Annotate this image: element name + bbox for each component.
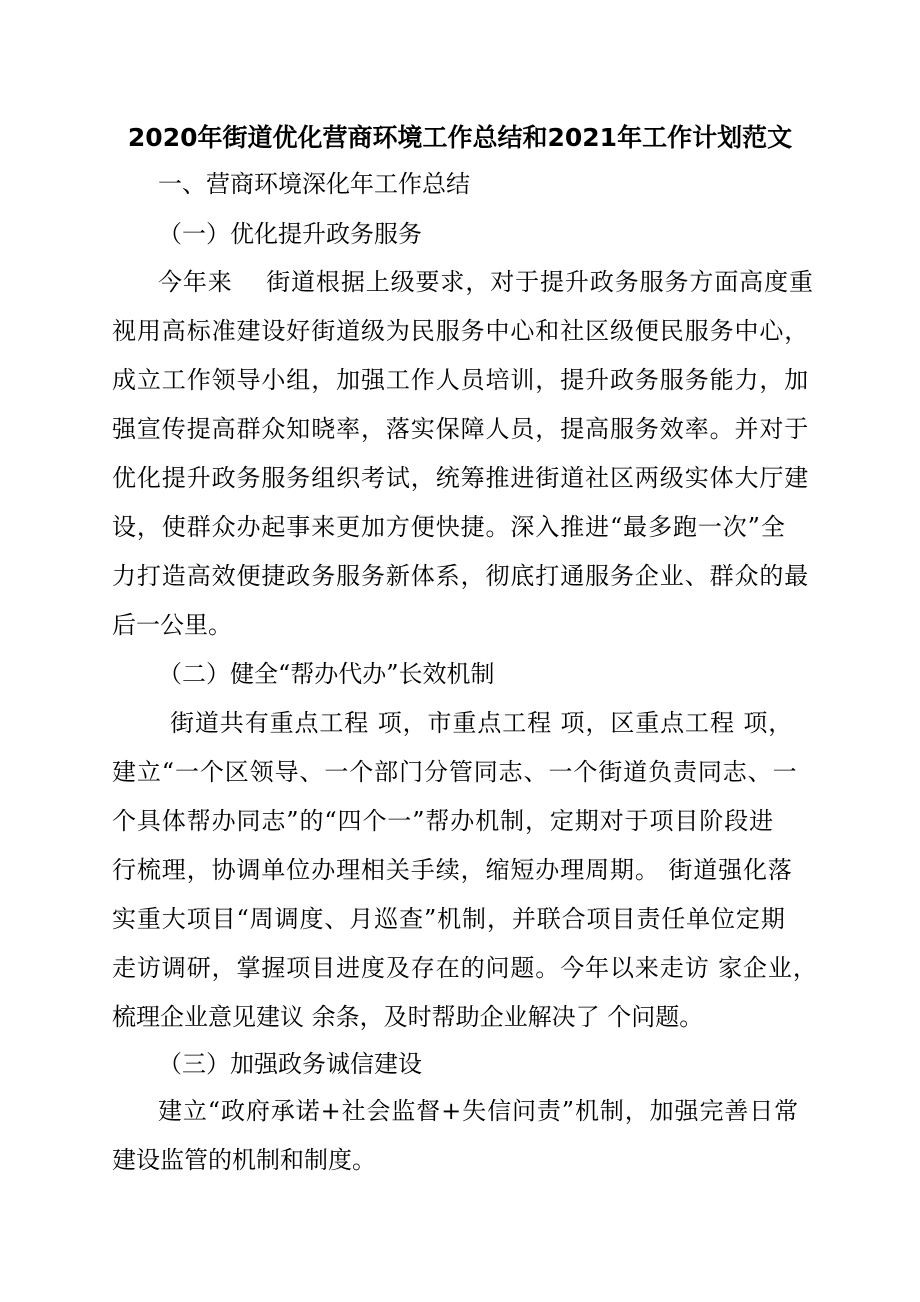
paragraph-line: 实重大项目“周调度、月巡查”机制，并联合项目责任单位定期 xyxy=(112,905,786,933)
paragraph-line: 力打造高效便捷政务服务新体系，彻底打通服务企业、群众的最 xyxy=(112,562,810,590)
paragraph-line: 个具体帮办同志”的“四个一”帮办机制，定期对于项目阶段进 xyxy=(112,807,775,835)
paragraph-line: 优化提升政务服务组织考试，统筹推进街道社区两级实体大厅建 xyxy=(112,464,810,492)
paragraph-line: 强宣传提高群众知晓率，落实保障人员，提高服务效率。并对于 xyxy=(112,415,810,443)
paragraph-line: 建立“政府承诺+社会监督+失信问责”机制，加强完善日常 xyxy=(158,1097,800,1125)
paragraph-line: 走访调研，掌握项目进度及存在的问题。今年以来走访 家企业， xyxy=(112,954,818,982)
paragraph-line: 梳理企业意见建议 余条，及时帮助企业解决了 个问题。 xyxy=(112,1003,704,1031)
paragraph-line: 行梳理，协调单位办理相关手续，缩短办理周期。 街道强化落 xyxy=(112,856,793,884)
paragraph-line: 设，使群众办起事来更加方便快捷。深入推进“最多跑一次”全 xyxy=(112,513,786,541)
paragraph-line: 建立“一个区领导、一个部门分管同志、一个街道负责同志、一 xyxy=(112,758,798,786)
paragraph-line: 成立工作领导小组，加强工作人员培训，提升政务服务能力，加 xyxy=(112,366,810,394)
subsection-heading-1: （一）优化提升政务服务 xyxy=(158,220,422,248)
document-title: 2020年街道优化营商环境工作总结和2021年工作计划范文 xyxy=(127,123,793,152)
paragraph-line: 今年来 街道根据上级要求，对于提升政务服务方面高度重 xyxy=(158,268,814,296)
section-heading-1: 一、营商环境深化年工作总结 xyxy=(158,170,470,198)
paragraph-line: 后一公里。 xyxy=(112,611,232,639)
subsection-heading-3: （三）加强政务诚信建设 xyxy=(158,1050,422,1078)
subsection-heading-2: （二）健全“帮办代办”长效机制 xyxy=(158,660,495,688)
paragraph-line: 街道共有重点工程 项，市重点工程 项，区重点工程 项， xyxy=(170,709,794,737)
paragraph-line: 建设监管的机制和制度。 xyxy=(112,1146,376,1174)
paragraph-line: 视用高标准建设好街道级为民服务中心和社区级便民服务中心， xyxy=(112,317,810,345)
